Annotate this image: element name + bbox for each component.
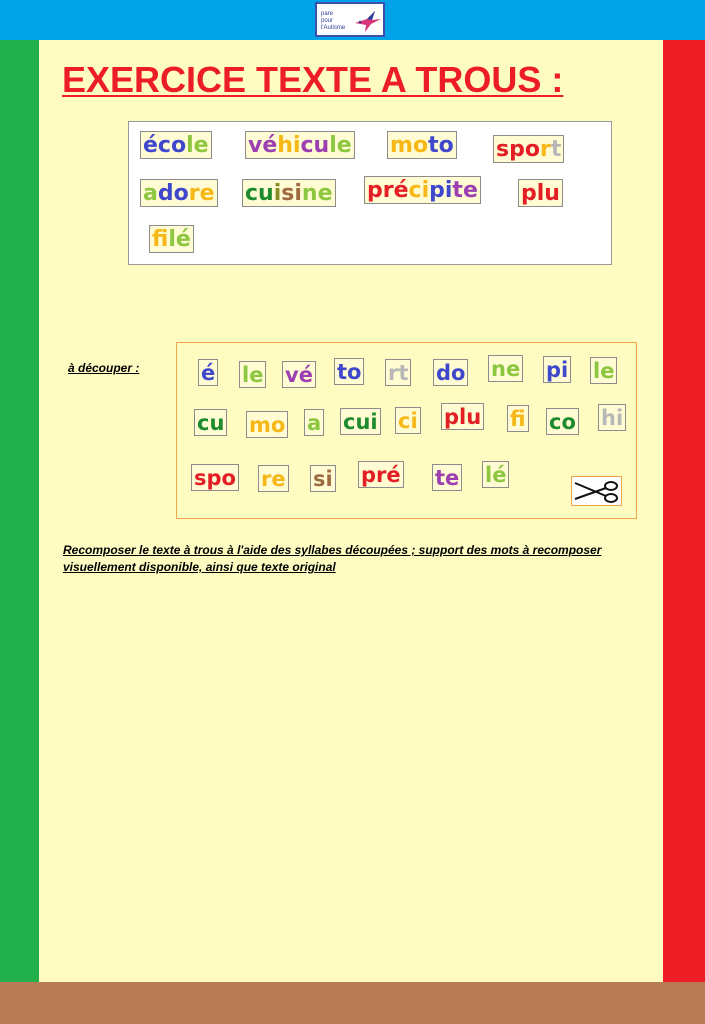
syllable-tile[interactable]: a <box>304 409 324 436</box>
syllable-tile[interactable]: cu <box>194 409 227 436</box>
syllable-tile[interactable]: hi <box>598 404 626 431</box>
top-bar <box>0 0 705 40</box>
logo-text <box>321 11 345 32</box>
syllable-tile[interactable]: si <box>310 465 336 492</box>
word-tile: moto <box>387 131 457 159</box>
syllable-tile[interactable]: spo <box>191 464 239 491</box>
syllable-tile[interactable]: cui <box>340 408 381 435</box>
bottom-bar <box>0 982 705 1024</box>
instructions-text: Recomposer le texte à trous à l'aide des syllabes découpées ; support des mots à recomposer visuellement disponible, ainsi que texte original <box>63 543 602 574</box>
syllable-tile[interactable]: to <box>334 358 364 385</box>
syllable-tile[interactable]: vé <box>282 361 316 388</box>
word-tile: cuisine <box>242 179 336 207</box>
logo-line-1: pare <box>321 11 334 17</box>
word-tile: flé <box>149 225 194 253</box>
syllable-tile[interactable]: fi <box>507 405 529 432</box>
syllable-tile[interactable]: le <box>590 357 617 384</box>
left-color-band <box>0 40 39 982</box>
syllable-tile[interactable]: ci <box>395 407 421 434</box>
syllable-tile[interactable]: lé <box>482 461 509 488</box>
word-tile: école <box>140 131 212 159</box>
syllables-to-cut <box>176 342 637 519</box>
logo-line-3: l'Autisme <box>321 25 346 31</box>
word-tile: véhicule <box>245 131 355 159</box>
syllable-tile[interactable]: pi <box>543 356 571 383</box>
syllable-tile[interactable]: rt <box>385 359 411 386</box>
syllable-tile[interactable]: do <box>433 359 468 386</box>
scissors-icon <box>571 476 622 506</box>
word-tile: plu <box>518 179 563 207</box>
word-tile: précipite <box>364 176 481 204</box>
word-bank <box>128 121 612 265</box>
page-title: EXERCICE TEXTE A TROUS : <box>62 59 564 100</box>
logo-line-2: pour <box>321 18 334 24</box>
syllable-tile[interactable]: le <box>239 361 266 388</box>
syllable-tile[interactable]: pré <box>358 461 404 488</box>
logo <box>315 2 385 37</box>
right-color-band <box>663 40 705 982</box>
syllable-tile[interactable]: ne <box>488 355 523 382</box>
syllable-tile[interactable]: re <box>258 465 289 492</box>
syllable-tile[interactable]: mo <box>246 411 288 438</box>
syllable-tile[interactable]: plu <box>441 403 484 430</box>
cut-label: à découper : <box>68 361 140 375</box>
word-tile: adore <box>140 179 218 207</box>
word-tile: sport <box>493 135 564 163</box>
syllable-tile[interactable]: co <box>546 408 579 435</box>
hummingbird-icon <box>353 7 383 35</box>
syllable-tile[interactable]: te <box>432 464 462 491</box>
syllable-tile[interactable]: é <box>198 359 218 386</box>
